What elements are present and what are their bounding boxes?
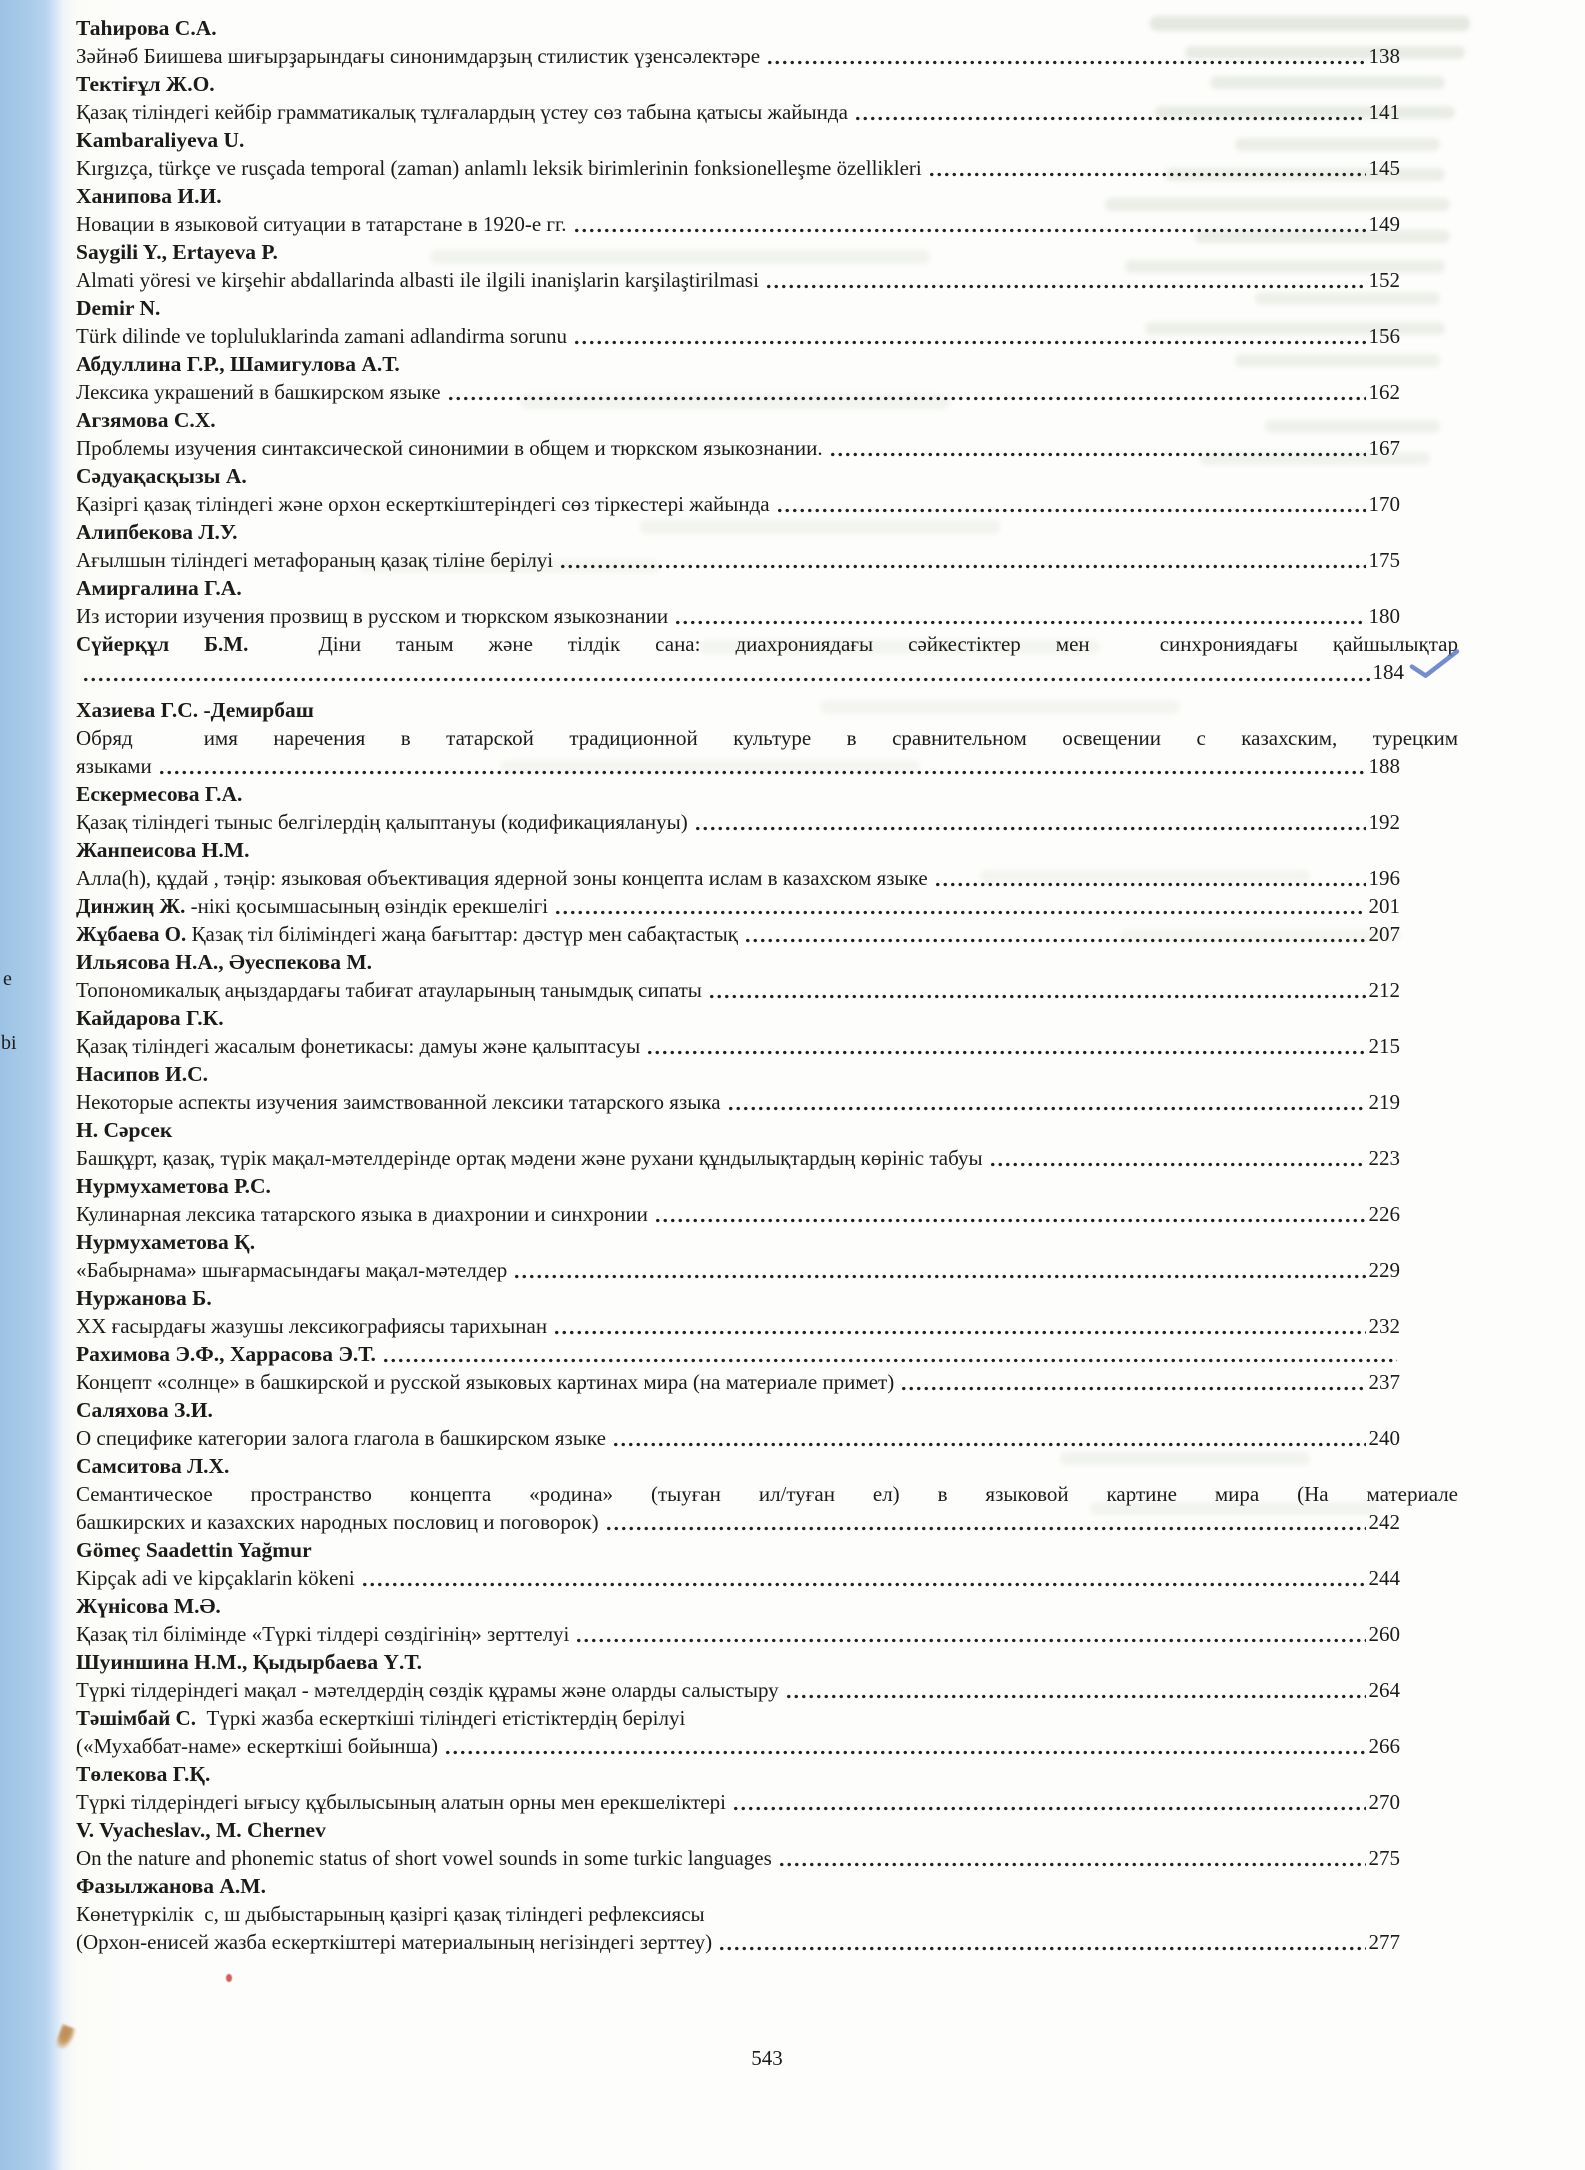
toc-title-line: [76, 490, 1458, 518]
toc-entry: [76, 836, 1458, 892]
toc-entry: [76, 126, 1458, 182]
toc-entry: [76, 1704, 1458, 1760]
toc-title: О специфике категории залога глагола в башкирском языке: [76, 1426, 606, 1450]
dot-leader: [559, 563, 1365, 570]
toc-title-line: [76, 266, 1458, 294]
dot-leader: [785, 1693, 1366, 1700]
toc-title: Башқұрт, қазақ, түрік мақал-мәтелдерінде ортақ мәдени және рухани құндылықтардың көрініс табуы: [76, 1146, 983, 1170]
toc-authors: Амиргалина Г.А.: [76, 576, 242, 600]
page-number: 260: [1368, 1622, 1400, 1646]
toc-entry: [76, 462, 1458, 518]
dot-leader: [778, 1861, 1366, 1868]
dot-leader: [776, 507, 1366, 514]
page-number: 167: [1368, 436, 1400, 460]
dot-leader: [934, 881, 1366, 888]
dot-leader: [900, 1385, 1365, 1392]
toc-entry: [76, 1760, 1458, 1816]
dot-leader: [989, 1161, 1366, 1168]
toc-authors: Динжиң Ж.: [76, 894, 191, 918]
page-number: 188: [1368, 754, 1400, 778]
toc-authors: Kambaraliyeva U.: [76, 128, 245, 152]
toc-entry: [76, 406, 1458, 462]
page-number: 244: [1368, 1566, 1400, 1590]
toc-title: Из истории изучения прозвищ в русском и тюркском языкознании: [76, 604, 669, 628]
toc-title: Обряд имя наречения в татарской традиционной культуре в сравнительном освещении с казахским, турецким: [76, 726, 1458, 750]
ink-speck: [226, 1974, 232, 1982]
toc-title: Семантическое пространство концепта «родина» (тыуған ил/туған ел) в языковой картине мира (На материале: [76, 1482, 1458, 1506]
toc-authors: Насипов И.С.: [76, 1062, 208, 1086]
toc-authors: Ильясова Н.А., Әуеспекова М.: [76, 950, 373, 974]
page-number: 156: [1368, 324, 1400, 348]
page-number: 223: [1368, 1146, 1400, 1170]
toc-entry: [76, 1116, 1458, 1172]
page-number: 145: [1368, 156, 1400, 180]
page-number: 237: [1368, 1370, 1400, 1394]
toc-title: Новации в языковой ситуации в татарстане в 1920-е гг.: [76, 212, 567, 236]
dot-leader: [382, 1357, 1397, 1364]
page-number: 277: [1368, 1930, 1400, 1954]
toc-title-line: [76, 658, 1458, 687]
page-number: 232: [1368, 1314, 1400, 1338]
toc-title-line: [76, 1704, 1458, 1732]
toc-title: Қазақ тіл біліміндегі жаңа бағыттар: дәстүр мен сабақтастық: [191, 922, 738, 946]
toc-title-line: [76, 1032, 1458, 1060]
toc-title-line: [76, 322, 1458, 350]
dot-leader: [765, 283, 1366, 290]
page-number: 152: [1368, 268, 1400, 292]
toc-title: Лексика украшений в башкирском языке: [76, 380, 441, 404]
toc-title-line: [76, 1676, 1458, 1704]
dot-leader: [708, 993, 1366, 1000]
toc-title-line: [76, 1480, 1458, 1508]
toc-entry: [76, 630, 1458, 687]
dot-leader: [553, 1329, 1365, 1336]
toc-authors: Рахимова Э.Ф., Харрасова Э.Т.: [76, 1340, 1458, 1368]
toc-title-line: [76, 1788, 1458, 1816]
page-number: 266: [1368, 1734, 1400, 1758]
toc-authors: Ескермесова Г.А.: [76, 782, 243, 806]
toc-title: Қазақ тіліндегі тыныс белгілердің қалыптануы (кодификациялануы): [76, 810, 688, 834]
toc-entry: [76, 696, 1458, 780]
toc-entry: [76, 1396, 1458, 1452]
toc-title: («Мухаббат-наме» ескерткіші бойынша): [76, 1734, 439, 1758]
toc-title-line: [76, 1508, 1458, 1536]
toc-title: ХХ ғасырдағы жазушы лексикографиясы тарихынан: [76, 1314, 548, 1338]
page-number: 207: [1368, 922, 1400, 946]
toc-entry: [76, 1816, 1458, 1872]
toc-title: «Бабырнама» шығармасындағы мақал-мәтелдер: [76, 1258, 508, 1282]
toc-entry: [76, 780, 1458, 836]
page-number: 196: [1368, 866, 1400, 890]
dot-leader: [575, 1637, 1365, 1644]
toc-authors: Саляхова З.И.: [76, 1398, 213, 1422]
page-number: 229: [1368, 1258, 1400, 1282]
toc-title-line: [76, 1844, 1458, 1872]
toc-title-line: [76, 1256, 1458, 1284]
toc-authors: Н. Сәрсек: [76, 1118, 173, 1142]
toc-title: Алла(h), құдай , тәңір: языковая объективация ядерной зоны концепта ислам в казахском языке: [76, 866, 928, 890]
toc-authors: V. Vyacheslav., M. Chernev: [76, 1818, 326, 1842]
toc-authors: Сүйерқұл Б.М.: [76, 632, 319, 656]
dot-leader: [605, 1525, 1366, 1532]
toc-title: On the nature and phonemic status of short vowel sounds in some turkic languages: [76, 1846, 772, 1870]
toc-entry: [76, 70, 1458, 126]
toc-authors: Агзямова С.Х.: [76, 408, 216, 432]
toc-title-line: [76, 976, 1458, 1004]
toc-entry: [76, 920, 1458, 948]
toc-title: Некоторые аспекты изучения заимствованной лексики татарского языка: [76, 1090, 721, 1114]
toc-entry: [76, 182, 1458, 238]
toc-title-line: [76, 1900, 1458, 1928]
toc-entry: [76, 518, 1458, 574]
toc-entry: [76, 350, 1458, 406]
toc-title-line: [76, 434, 1458, 462]
page-number: 149: [1368, 212, 1400, 236]
dot-leader: [447, 395, 1366, 402]
toc-authors: Нурмухаметова Қ.: [76, 1230, 256, 1254]
toc-authors: Нурмухаметова Р.С.: [76, 1174, 271, 1198]
toc-title: Зәйнәб Биишева шиғырҙарындағы синонимдарҙың стилистик үҙенсәлектәре: [76, 44, 761, 68]
toc-title-line: [76, 1620, 1458, 1648]
toc-title: Концепт «солнце» в башкирской и русской языковых картинах мира (на материале примет): [76, 1370, 895, 1394]
toc-title: Türk dilinde ve topluluklarinda zamani adlandirma sorunu: [76, 324, 568, 348]
toc-entry: [76, 1284, 1458, 1340]
toc-title: Kipçak adi ve kipçaklarin kökeni: [76, 1566, 355, 1590]
dot-leader: [744, 937, 1366, 944]
toc-entry: [76, 1228, 1458, 1284]
toc-title-line: [76, 1312, 1458, 1340]
page-number: 275: [1368, 1846, 1400, 1870]
toc-title-line: [76, 1928, 1458, 1956]
toc-title: Түркі жазба ескерткіші тіліндегі етістіктердің берілуі: [206, 1706, 686, 1730]
toc-title-line: [76, 1424, 1458, 1452]
toc-authors: Абдуллина Г.Р., Шамигулова А.Т.: [76, 352, 400, 376]
toc-title-line: [76, 98, 1458, 126]
page-number: 162: [1368, 380, 1400, 404]
toc-entry: [76, 574, 1458, 630]
page-number: 175: [1368, 548, 1400, 572]
toc-title-line: [76, 630, 1458, 658]
toc-entry: [76, 1172, 1458, 1228]
page-number: 141: [1368, 100, 1400, 124]
toc-title-line: [76, 892, 1458, 920]
toc-title-line: [76, 378, 1458, 406]
dot-leader: [82, 676, 1370, 683]
toc-authors: Жұбаева О.: [76, 922, 192, 946]
toc-title: языками: [76, 754, 152, 778]
toc-title-line: [76, 154, 1458, 182]
toc-title: Қазақ тіліндегі кейбір грамматикалық тұлғалардың үстеу сөз табына қатысы жайында: [76, 100, 848, 124]
dot-leader: [444, 1749, 1365, 1756]
toc-authors: Жүнісова М.Ә.: [76, 1594, 221, 1618]
toc-title: Түркі тілдеріндегі ығысу құбылысының алатын орны мен ерекшеліктері: [76, 1790, 727, 1814]
toc-title-line: [76, 1732, 1458, 1760]
page-number: 240: [1368, 1426, 1400, 1450]
toc-title-line: [76, 864, 1458, 892]
page-number: 184: [1372, 660, 1404, 684]
toc-authors: Жанпеисова Н.М.: [76, 838, 250, 862]
toc-title: Түркі тілдеріндегі мақал - мәтелдердің сөздік құрамы және оларды салыстыру: [76, 1678, 779, 1702]
page-number: 212: [1368, 978, 1400, 1002]
toc-list: [76, 14, 1458, 1956]
footer-page-number: 543: [751, 2046, 783, 2070]
edge-text-fragment: е: [3, 968, 12, 990]
toc-title-line: [76, 1368, 1458, 1396]
toc-authors: Нуржанова Б.: [76, 1286, 212, 1310]
toc-authors: Алипбекова Л.У.: [76, 520, 238, 544]
toc-authors: Фазылжанова А.М.: [76, 1874, 266, 1898]
toc-title: Топономикалық аңыздардағы табиғат атауларының танымдық сипаты: [76, 978, 702, 1002]
toc-title: Қазақ тіліндегі жасалым фонетикасы: дамуы және қалыптасуы: [76, 1034, 641, 1058]
toc-title-line: [76, 808, 1458, 836]
dot-leader: [732, 1805, 1365, 1812]
dot-leader: [674, 619, 1365, 626]
toc-title: -нікі қосымшасының өзіндік ерекшелігі: [190, 894, 549, 918]
page-number: 219: [1368, 1090, 1400, 1114]
page-number: 270: [1368, 1790, 1400, 1814]
toc-entry: [76, 948, 1458, 1004]
toc-title-line: [76, 42, 1458, 70]
toc-entry: [76, 1452, 1458, 1536]
toc-authors: Saygili Y., Ertayeva P.: [76, 240, 278, 264]
toc-title: башкирских и казахских народных пословиц и поговорок): [76, 1510, 599, 1534]
toc-authors: Demir N.: [76, 296, 161, 320]
dot-leader: [612, 1441, 1366, 1448]
toc-title: Kırgızça, türkçe ve rusçada temporal (zaman) anlamlı leksik birimlerinin fonksionelleşme özellikleri: [76, 156, 922, 180]
dot-leader: [158, 769, 1366, 776]
toc-authors: Gömeç Saadettin Yağmur: [76, 1538, 312, 1562]
dot-leader: [646, 1049, 1365, 1056]
toc-title-line: [76, 1144, 1458, 1172]
toc-entry: [76, 1872, 1458, 1956]
page-number: 242: [1368, 1510, 1400, 1534]
toc-authors: Сәдуақасқызы А.: [76, 464, 247, 488]
toc-title: Діни таным және тілдік сана: диахрониядағы сәйкестіктер мен синхрониядағы қайшылықтар: [318, 632, 1458, 656]
toc-title-line: [76, 752, 1458, 780]
dot-leader: [718, 1945, 1365, 1952]
toc-title-line: [76, 546, 1458, 574]
page-number: 215: [1368, 1034, 1400, 1058]
toc-title-line: [76, 724, 1458, 752]
toc-title-line: [76, 210, 1458, 238]
toc-title: (Орхон-енисей жазба ескерткіштері материалының негізіндегі зерттеу): [76, 1930, 713, 1954]
toc-entry: [76, 1592, 1458, 1648]
dot-leader: [694, 825, 1366, 832]
toc-title: Қазақ тіл білімінде «Түркі тілдері сөздігінің» зерттелуі: [76, 1622, 570, 1646]
dot-leader: [727, 1105, 1366, 1112]
toc-entry: [76, 238, 1458, 294]
toc-title: Кулинарная лексика татарского языка в диахронии и синхронии: [76, 1202, 648, 1226]
page-number: 264: [1368, 1678, 1400, 1702]
toc-authors: Шуиншина Н.М., Қыдырбаева Ү.Т.: [76, 1650, 422, 1674]
page-number: 170: [1368, 492, 1400, 516]
toc-title-line: [76, 1088, 1458, 1116]
toc-authors: Кайдарова Г.К.: [76, 1006, 224, 1030]
toc-entry: [76, 1340, 1458, 1396]
toc-authors: Тектіғұл Ж.О.: [76, 72, 215, 96]
dot-leader: [928, 171, 1366, 178]
dot-leader: [554, 909, 1365, 916]
toc-entry: [76, 1060, 1458, 1116]
page-number: 226: [1368, 1202, 1400, 1226]
toc-entry: [76, 1536, 1458, 1592]
dot-leader: [854, 115, 1366, 122]
page-number: 192: [1368, 810, 1400, 834]
toc-authors: Таһирова С.А.: [76, 16, 217, 40]
dot-leader: [573, 339, 1365, 346]
toc-title-line: [76, 1200, 1458, 1228]
toc-title: Қазіргі қазақ тіліндегі және орхон ескерткіштеріндегі сөз тіркестері жайында: [76, 492, 770, 516]
dot-leader: [766, 59, 1365, 66]
toc-authors: Төлекова Г.Қ.: [76, 1762, 211, 1786]
toc-title-line: [76, 1564, 1458, 1592]
toc-title: Проблемы изучения синтаксической синонимии в общем и тюркском языкознании.: [76, 436, 823, 460]
toc-authors: Ханипова И.И.: [76, 184, 222, 208]
toc-title: Almati yöresi ve kirşehir abdallarinda albasti ile ilgili inanişlarin karşilaştirilmasi: [76, 268, 759, 292]
toc-entry: [76, 14, 1458, 70]
toc-authors: Хазиева Г.С. -Демирбаш: [76, 698, 314, 722]
toc-authors: Самситова Л.Х.: [76, 1454, 230, 1478]
toc-entry: [76, 892, 1458, 920]
toc-entry: [76, 1648, 1458, 1704]
edge-text-fragment: bi: [1, 1032, 17, 1054]
toc-title-line: [76, 602, 1458, 630]
page-number: 138: [1368, 44, 1400, 68]
page-number: 180: [1368, 604, 1400, 628]
page-number: 201: [1368, 894, 1400, 918]
toc-authors: Тәшімбай С.: [76, 1706, 207, 1730]
dot-leader: [361, 1581, 1366, 1588]
toc-title-line: [76, 920, 1458, 948]
toc-title: Ағылшын тіліндегі метафораның қазақ тіліне берілуі: [76, 548, 554, 572]
checkmark-icon: [1407, 646, 1464, 689]
toc-entry: [76, 1004, 1458, 1060]
toc-title: Көнетүркілік с, ш дыбыстарының қазіргі қазақ тіліндегі рефлексиясы: [76, 1902, 705, 1926]
dot-leader: [654, 1217, 1366, 1224]
dot-leader: [829, 451, 1366, 458]
toc-entry: [76, 294, 1458, 350]
dot-leader: [513, 1273, 1365, 1280]
dot-leader: [573, 227, 1366, 234]
